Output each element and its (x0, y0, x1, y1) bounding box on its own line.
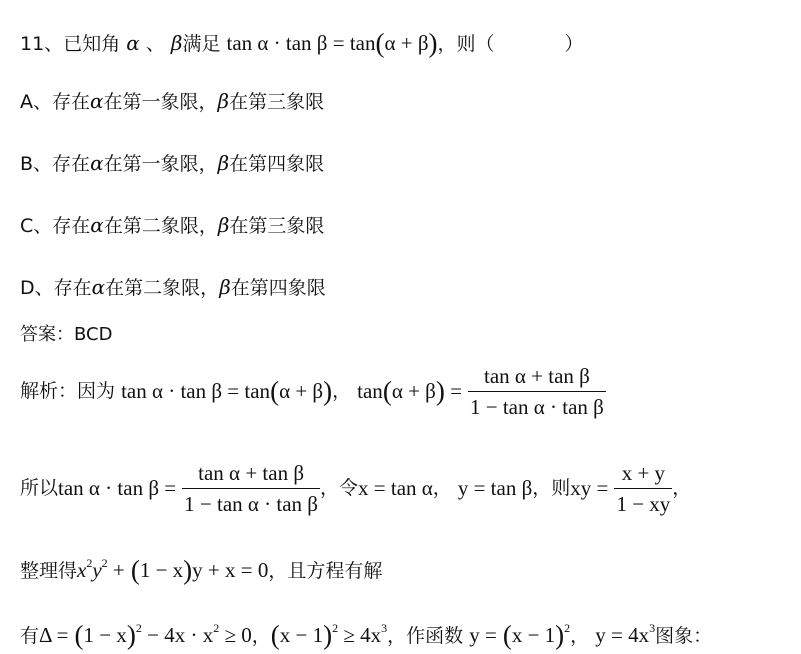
question-separator: 、 (145, 33, 165, 55)
answer-label: 答案： (20, 324, 74, 345)
option-a[interactable]: A、存在α在第一象限，β在第三象限 (20, 89, 325, 113)
option-letter: A、 (20, 91, 52, 113)
option-letter: C、 (20, 215, 53, 237)
analysis-fraction (468, 364, 606, 419)
discriminant-line: 有$\Delta = (1 - x)^2 - 4x \cdot x^2 \ge 0$，$(x - 1)^2 \ge 4x^3$，作函数 $y = (x - 1)^2$， $y = 4x^3$图象： (20, 620, 713, 650)
question-equation: tan α · tan β = tan (226, 31, 376, 55)
option-b[interactable]: B、存在α在第一象限，β在第四象限 (20, 151, 325, 175)
question-text-2: 满足 (182, 33, 221, 55)
xy-fraction: $\frac{x + y}{1 - xy}$ (616, 461, 671, 517)
analysis-line: 解析：因为 tan α · tan β = tan(α + β)， tan(α + β) = $\frac{\text{tan α + tan β}}{\text{1 − tan α · tan β}}$ (20, 364, 604, 420)
question-number: 11、 (20, 33, 64, 55)
alpha-symbol: α (126, 31, 140, 55)
fraction-numerator: tan α + tan β (468, 364, 606, 392)
answer-value: BCD (74, 324, 113, 345)
option-d[interactable]: D、存在α在第二象限，β在第四象限 (20, 275, 326, 299)
question-line: 11、已知角 α 、 β满足 tan α · tan β = tan(α + β)，则（ ） (20, 28, 584, 58)
answer-line (20, 326, 112, 344)
question-text-4: ） (564, 33, 584, 55)
rearranged-line: 整理得$x^2y^2 + (1 - x)y + x = 0$，且方程有解 (20, 555, 383, 585)
fraction-denominator: 1 − tan α · tan β (469, 395, 604, 420)
beta-symbol: β (170, 31, 183, 55)
substitution-fraction: $\frac{\text{tan α + tan β}}{\text{1 − tan α · tan β}}$ (184, 461, 318, 517)
substitution-line: 所以tan α · tan β = $\frac{\text{tan α + tan β}}{\text{1 − tan α · tan β}}$ ，令x = tan α， y = tan β，则xy = $\frac{x + y}{1 - xy}$ ， (20, 461, 692, 517)
option-c[interactable]: C、存在α在第二象限，β在第三象限 (20, 213, 325, 237)
question-text-1: 已知角 (63, 33, 121, 55)
option-letter: D、 (20, 277, 54, 299)
option-letter: B、 (20, 153, 53, 175)
analysis-label: 解析：因为 (20, 380, 116, 403)
question-text-3: ，则（ (437, 33, 495, 55)
question-equation-arg: α + β (384, 31, 429, 55)
